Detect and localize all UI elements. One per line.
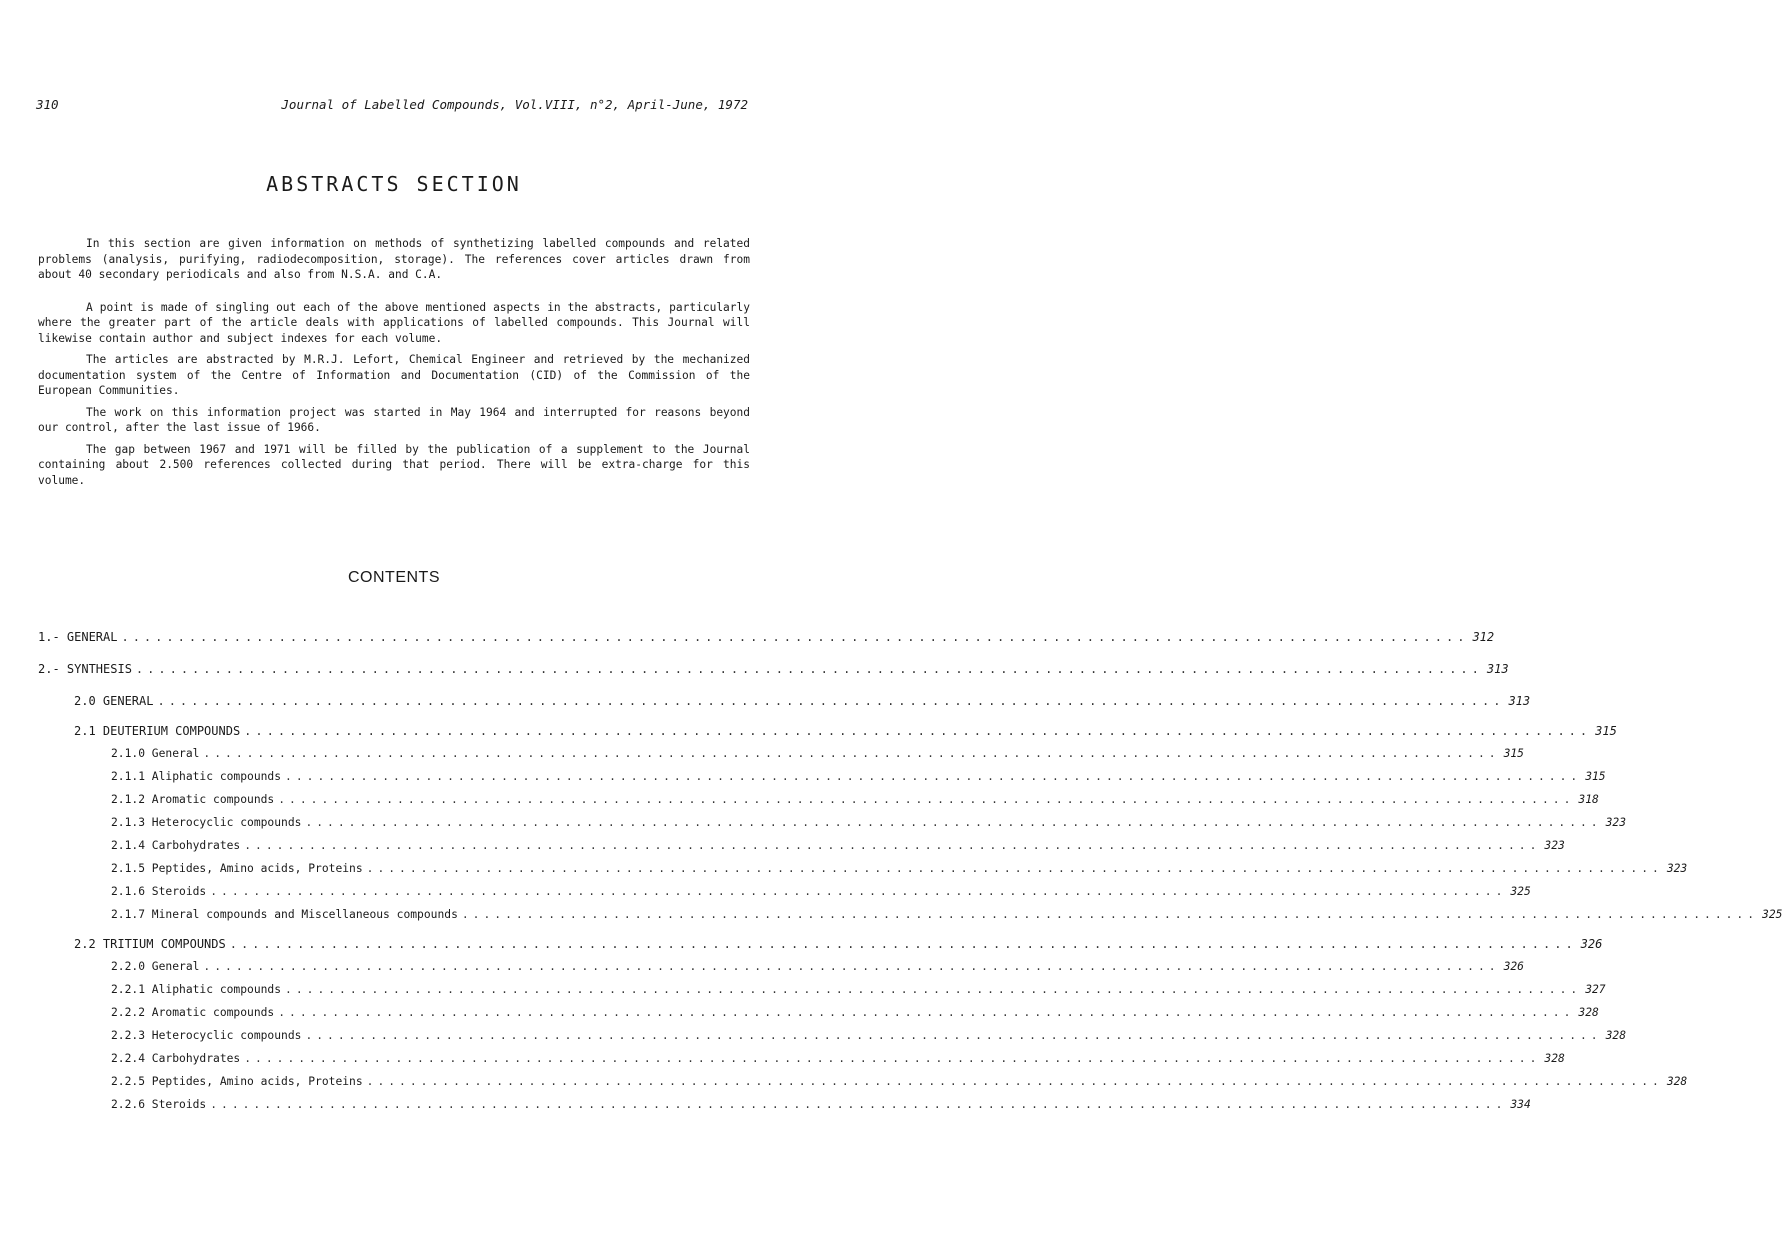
toc-leader-dots: ........................................................................................................................ (135, 662, 1483, 676)
intro-paragraph: The gap between 1967 and 1971 will be filled by the publication of a supplement to the Journal containing about 2.500 references collected during that period. There will be extra-charge for this volume. (38, 442, 750, 487)
intro-paragraph: The articles are abstracted by M.R.J. Lefort, Chemical Engineer and retrieved by the mechanized documentation system of the Centre of Information and Documentation (CID) of the Commission of the European Communities. (38, 353, 750, 397)
toc-entry (111, 768, 1606, 786)
toc-leader-dots: ........................................................................................................................ (305, 1029, 1602, 1042)
section-title: ABSTRACTS SECTION (266, 172, 522, 196)
intro-paragraph: The work on this information project was started in May 1964 and interrupted for reasons beyond our control, after the last issue of 1966. (38, 405, 750, 434)
toc-entry (111, 1004, 1599, 1022)
toc-entry-label: 2.2.6 Steroids (111, 1098, 207, 1111)
toc-entry-page: 327 (1585, 983, 1606, 996)
intro-paragraph: A point is made of singling out each of the above mentioned aspects in the abstracts, particularly where the greater part of the article deals with applications of labelled compounds. This Journal will likewise contain author and subject indexes for each volume. (38, 300, 750, 345)
toc-leader-dots: ........................................................................................................................ (278, 793, 1575, 806)
toc-leader-dots: ........................................................................................................................ (461, 908, 1759, 921)
toc-leader-dots: ........................................................................................................................ (244, 724, 1592, 738)
toc-entry-label: 2.- SYNTHESIS (38, 662, 132, 676)
contents-title: CONTENTS (348, 569, 440, 586)
toc-entry-page: 323 (1666, 862, 1688, 875)
toc-entry (111, 1050, 1565, 1068)
toc-entry (111, 837, 1565, 855)
toc-entry-page: 334 (1510, 1098, 1531, 1111)
toc-entry-page: 326 (1503, 960, 1524, 973)
toc-entry-label: 2.1.4 Carbohydrates (111, 839, 241, 852)
toc-entry-page: 328 (1544, 1052, 1565, 1065)
toc-entry-label: 2.1.3 Heterocyclic compounds (111, 816, 302, 829)
toc-entry-page: 315 (1585, 770, 1606, 783)
toc-entry-page: 325 (1510, 885, 1531, 898)
toc-leader-dots: ........................................................................................................................ (203, 960, 1500, 973)
toc-entry-label: 2.2.5 Peptides, Amino acids, Proteins (111, 1075, 363, 1088)
toc-entry-label: 2.2.1 Aliphatic compounds (111, 983, 282, 996)
toc-entry (111, 981, 1606, 999)
toc-entry-page: 328 (1578, 1006, 1599, 1019)
toc-entry (74, 692, 1531, 710)
toc-leader-dots: ........................................................................................................................ (278, 1006, 1575, 1019)
toc-leader-dots: ........................................................................................................................ (305, 816, 1602, 829)
toc-entry-page: 326 (1580, 937, 1603, 951)
toc-entry (111, 958, 1524, 976)
toc-entry (38, 628, 1495, 646)
toc-entry-label: 2.2.2 Aromatic compounds (111, 1006, 275, 1019)
toc-leader-dots: ........................................................................................................................ (203, 747, 1500, 760)
toc-entry-label: 2.1.0 General (111, 747, 200, 760)
toc-entry-label: 2.2.4 Carbohydrates (111, 1052, 241, 1065)
journal-citation: Journal of Labelled Compounds, Vol.VIII, n°2, April-June, 1972 (281, 97, 748, 112)
toc-entry (111, 791, 1599, 809)
toc-entry (74, 935, 1603, 953)
toc-entry-label: 2.2.0 General (111, 960, 200, 973)
toc-entry-label: 2.1.1 Aliphatic compounds (111, 770, 282, 783)
toc-entry (111, 745, 1524, 763)
toc-leader-dots: ........................................................................................................................ (157, 694, 1505, 708)
toc-leader-dots: ........................................................................................................................ (285, 770, 1582, 783)
toc-leader-dots: ........................................................................................................................ (244, 1052, 1541, 1065)
toc-entry-page: 313 (1486, 662, 1509, 676)
toc-entry (111, 814, 1626, 832)
toc-entry-page: 315 (1595, 724, 1617, 738)
toc-entry-label: 2.0 GENERAL (74, 694, 154, 708)
toc-entry (38, 660, 1509, 678)
toc-entry (111, 906, 1782, 924)
toc-leader-dots: ........................................................................................................................ (121, 630, 1469, 644)
toc-entry (111, 1073, 1688, 1091)
toc-entry-label: 2.1.5 Peptides, Amino acids, Proteins (111, 862, 363, 875)
toc-entry-label: 1.- GENERAL (38, 630, 118, 644)
page-number: 310 (36, 97, 59, 112)
toc-entry (111, 860, 1688, 878)
toc-entry-page: 318 (1578, 793, 1599, 806)
toc-entry-label: 2.1 DEUTERIUM COMPOUNDS (74, 724, 241, 738)
toc-leader-dots: ........................................................................................................................ (244, 839, 1541, 852)
toc-entry-page: 328 (1605, 1029, 1626, 1042)
toc-leader-dots: ........................................................................................................................ (210, 885, 1507, 898)
toc-leader-dots: ........................................................................................................................ (210, 1098, 1507, 1111)
intro-paragraph: In this section are given information on methods of synthetizing labelled compounds and related problems (analysis, purifying, radiodecomposition, storage). The references cover articles drawn from about 40 secondary periodicals and also from N.S.A. and C.A. (38, 237, 750, 281)
toc-entry-page: 325 (1762, 908, 1782, 921)
toc-leader-dots: ........................................................................................................................ (285, 983, 1582, 996)
toc-entry (74, 722, 1617, 740)
toc-entry-page: 323 (1605, 816, 1626, 829)
toc-entry-label: 2.2 TRITIUM COMPOUNDS (74, 937, 226, 951)
toc-entry-label: 2.1.2 Aromatic compounds (111, 793, 275, 806)
toc-entry (111, 1096, 1531, 1114)
toc-entry-page: 312 (1472, 630, 1495, 644)
toc-entry (111, 883, 1531, 901)
toc-entry-page: 313 (1508, 694, 1531, 708)
toc-entry (111, 1027, 1626, 1045)
toc-entry-page: 315 (1503, 747, 1524, 760)
toc-entry-label: 2.1.7 Mineral compounds and Miscellaneous compounds (111, 908, 458, 921)
toc-entry-page: 328 (1666, 1075, 1688, 1088)
toc-leader-dots: ........................................................................................................................ (366, 1075, 1663, 1088)
toc-entry-label: 2.2.3 Heterocyclic compounds (111, 1029, 302, 1042)
toc-leader-dots: ........................................................................................................................ (366, 862, 1663, 875)
toc-entry-page: 323 (1544, 839, 1565, 852)
toc-entry-label: 2.1.6 Steroids (111, 885, 207, 898)
toc-leader-dots: ........................................................................................................................ (229, 937, 1577, 951)
